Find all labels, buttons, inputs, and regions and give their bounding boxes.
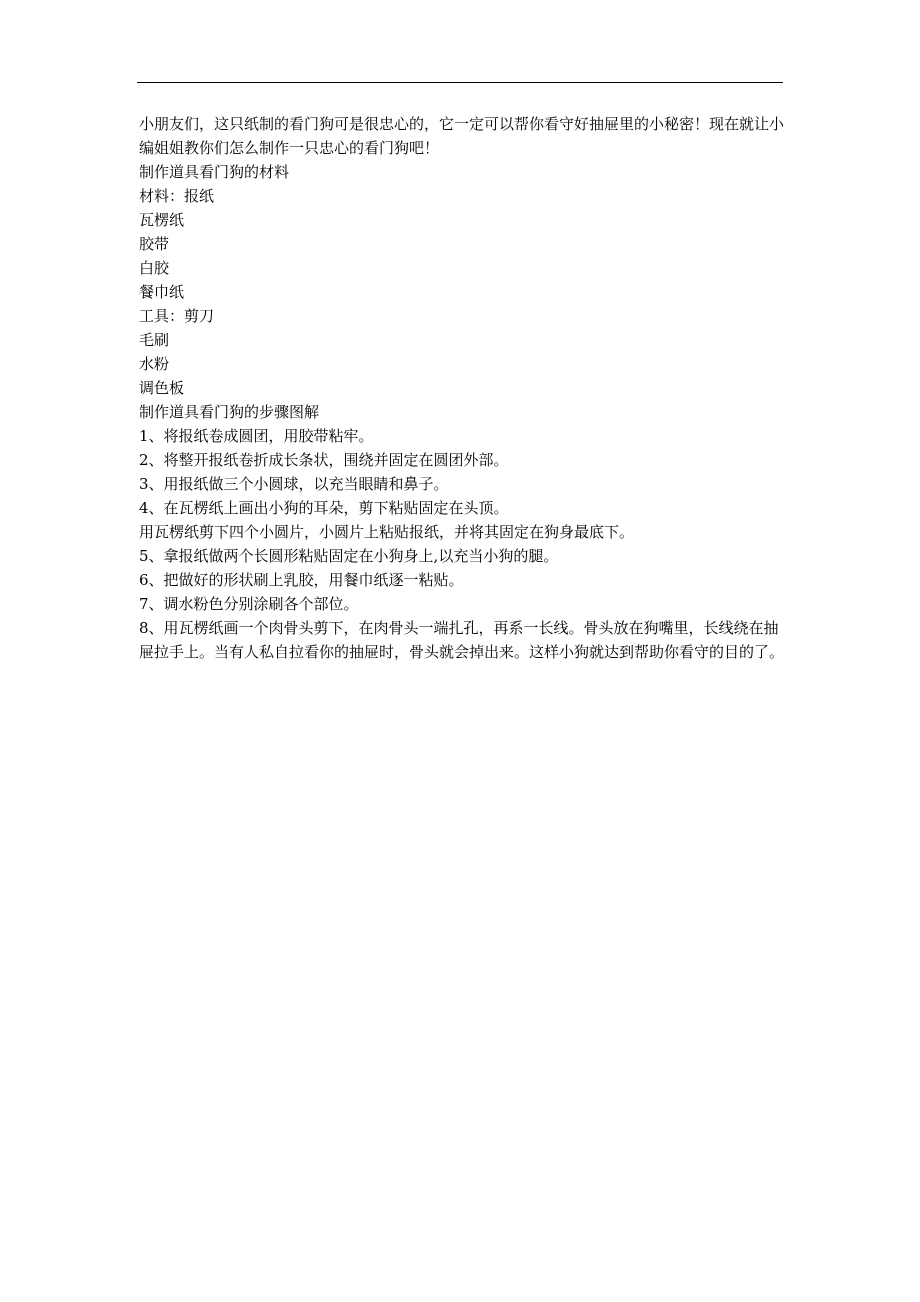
materials-heading: 制作道具看门狗的材料 [139, 163, 290, 181]
material-item: 胶带 [139, 235, 170, 253]
tool-item: 调色板 [139, 379, 185, 397]
step-item: 3、用报纸做三个小圆球，以充当眼睛和鼻子。 [139, 475, 449, 493]
tool-item: 毛刷 [139, 331, 170, 349]
step-item: 4、在瓦楞纸上画出小狗的耳朵，剪下粘贴固定在头顶。 [139, 499, 509, 517]
material-item: 餐巾纸 [139, 283, 185, 301]
material-item: 瓦楞纸 [139, 211, 185, 229]
step-item: 用瓦楞纸剪下四个小圆片，小圆片上粘贴报纸，并将其固定在狗身最底下。 [139, 523, 635, 541]
material-item: 白胶 [139, 259, 170, 277]
step-item: 1、将报纸卷成圆团，用胶带粘牢。 [139, 427, 374, 445]
steps-heading: 制作道具看门狗的步骤图解 [139, 403, 320, 421]
document-body [139, 112, 787, 664]
material-item: 材料：报纸 [139, 187, 215, 205]
tool-item: 工具：剪刀 [139, 307, 215, 325]
intro-paragraph: 小朋友们，这只纸制的看门狗可是很忠心的，它一定可以帮你看守好抽屉里的小秘密！现在就让小编姐姐教你们怎么制作一只忠心的看门狗吧！ [139, 115, 785, 157]
step-item: 5、拿报纸做两个长圆形粘贴固定在小狗身上,以充当小狗的腿。 [139, 547, 559, 565]
step-item: 6、把做好的形状刷上乳胶，用餐巾纸逐一粘贴。 [139, 571, 464, 589]
header-rule [137, 82, 783, 83]
step-item: 8、用瓦楞纸画一个肉骨头剪下，在肉骨头一端扎孔，再系一长线。骨头放在狗嘴里，长线绕在抽屉拉手上。当有人私自拉看你的抽屉时，骨头就会掉出来。这样小狗就达到帮助你看守的目的了。 [139, 619, 785, 661]
step-item: 2、将整开报纸卷折成长条状，围绕并固定在圆团外部。 [139, 451, 509, 469]
step-item: 7、调水粉色分别涂刷各个部位。 [139, 595, 359, 613]
tool-item: 水粉 [139, 355, 170, 373]
